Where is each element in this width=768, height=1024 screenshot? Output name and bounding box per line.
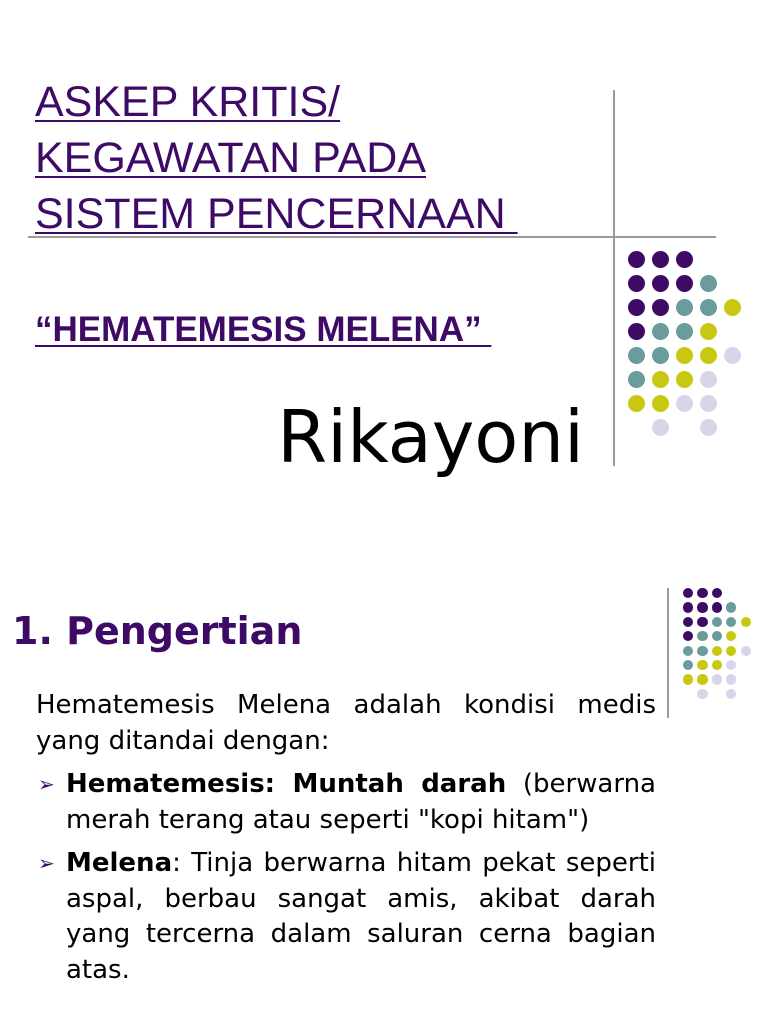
intro-paragraph: Hematemesis Melena adalah kondisi medis yang ditandai dengan: bbox=[36, 690, 656, 756]
decorative-dot bbox=[628, 395, 645, 412]
decorative-dot bbox=[652, 395, 669, 412]
decorative-dot bbox=[700, 323, 717, 340]
decorative-dot bbox=[697, 660, 707, 670]
decorative-dot bbox=[683, 617, 693, 627]
decorative-dot bbox=[697, 646, 707, 656]
decorative-dot bbox=[683, 660, 693, 670]
decorative-dot bbox=[726, 646, 736, 656]
list-item bbox=[36, 846, 656, 988]
list-item bbox=[36, 767, 656, 838]
decorative-dot bbox=[652, 371, 669, 388]
decorative-dot bbox=[676, 299, 693, 316]
decorative-dot bbox=[697, 631, 707, 641]
title-line: KEGAWATAN PADA bbox=[35, 134, 427, 182]
slide-subtitle: “HEMATEMESIS MELENA” bbox=[35, 310, 492, 349]
decorative-dot bbox=[676, 371, 693, 388]
decorative-dot bbox=[628, 347, 645, 364]
decorative-dot bbox=[676, 347, 693, 364]
decorative-dot bbox=[652, 299, 669, 316]
decorative-dot bbox=[683, 631, 693, 641]
decorative-dot bbox=[628, 299, 645, 316]
bullet-text: (berwarna merah terang atau seperti "kopi hitam") bbox=[66, 769, 656, 835]
decorative-dot bbox=[628, 251, 645, 268]
decorative-dot bbox=[726, 674, 736, 684]
vertical-divider bbox=[667, 588, 669, 718]
title-line: ASKEP KRITIS/ bbox=[35, 78, 341, 126]
decorative-dot bbox=[700, 395, 717, 412]
author-name: Rikayoni bbox=[277, 395, 584, 479]
section-heading: 1. Pengertian bbox=[12, 609, 303, 653]
chevron-right-icon: ➢ bbox=[38, 772, 55, 796]
decorative-dot bbox=[712, 674, 722, 684]
decorative-dot bbox=[683, 674, 693, 684]
decorative-dot bbox=[652, 275, 669, 292]
decorative-dot bbox=[712, 631, 722, 641]
decorative-dot bbox=[676, 275, 693, 292]
decorative-dot bbox=[652, 419, 669, 436]
decorative-dot bbox=[724, 299, 741, 316]
decorative-dot bbox=[697, 602, 707, 612]
decorative-dot bbox=[652, 347, 669, 364]
decorative-dot bbox=[683, 602, 693, 612]
decorative-dot bbox=[676, 251, 693, 268]
decorative-dot bbox=[712, 646, 722, 656]
title-line: SISTEM PENCERNAAN bbox=[35, 190, 518, 238]
decorative-dot bbox=[683, 588, 693, 598]
decorative-dot bbox=[724, 347, 741, 364]
bullet-text: : Tinja berwarna hitam pekat seperti aspal, berbau sangat amis, akibat darah yang tercerna dalam saluran cerna bagian atas. bbox=[66, 848, 656, 985]
decorative-dot bbox=[683, 646, 693, 656]
decorative-dot bbox=[700, 371, 717, 388]
decorative-dot bbox=[676, 323, 693, 340]
decorative-dot bbox=[726, 631, 736, 641]
chevron-right-icon: ➢ bbox=[38, 851, 55, 875]
decorative-dot bbox=[628, 371, 645, 388]
decorative-dot bbox=[712, 660, 722, 670]
decorative-dot bbox=[676, 395, 693, 412]
definition-text bbox=[36, 688, 656, 996]
decorative-dot bbox=[697, 588, 707, 598]
decorative-dot bbox=[700, 419, 717, 436]
decorative-dot bbox=[697, 689, 707, 699]
decorative-dot bbox=[697, 674, 707, 684]
bullet-list bbox=[36, 767, 656, 988]
decorative-dot bbox=[726, 617, 736, 627]
decorative-dot bbox=[652, 251, 669, 268]
decorative-dot bbox=[726, 689, 736, 699]
decorative-dot bbox=[741, 617, 751, 627]
decorative-dot bbox=[726, 602, 736, 612]
decorative-dot bbox=[697, 617, 707, 627]
decorative-dot bbox=[712, 602, 722, 612]
decorative-dot bbox=[712, 617, 722, 627]
decorative-dot bbox=[628, 275, 645, 292]
decorative-dot bbox=[700, 347, 717, 364]
slide-title bbox=[35, 74, 595, 242]
content-slide bbox=[0, 560, 768, 1024]
decorative-dot bbox=[700, 299, 717, 316]
decorative-dot bbox=[628, 323, 645, 340]
decorative-dot bbox=[652, 323, 669, 340]
decorative-dot bbox=[726, 660, 736, 670]
decorative-dot bbox=[741, 646, 751, 656]
bullet-term: Melena bbox=[66, 848, 173, 878]
decorative-dot bbox=[712, 588, 722, 598]
vertical-divider bbox=[613, 90, 615, 466]
bullet-term: Hematemesis: Muntah darah bbox=[66, 769, 507, 799]
decorative-dot bbox=[700, 275, 717, 292]
